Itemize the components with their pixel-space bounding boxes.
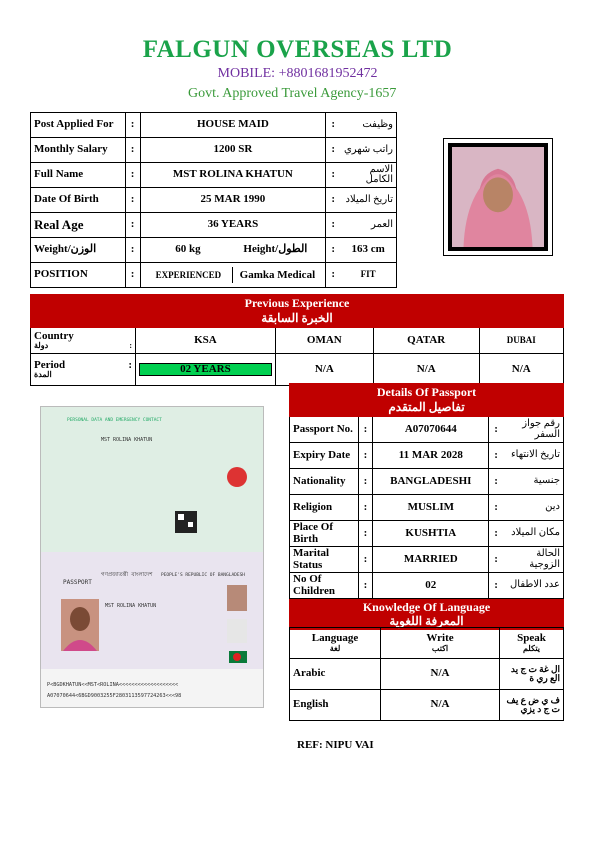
period-qatar: N/A — [373, 354, 479, 386]
speak-col-arabic: يتكلم — [522, 643, 541, 653]
colon: : — [326, 238, 340, 263]
colon: : — [489, 469, 503, 495]
speak-col-label: Speak — [517, 632, 546, 645]
write-col-header — [381, 628, 500, 659]
marital-value: MARRIED — [373, 547, 489, 573]
colon: : — [125, 188, 140, 213]
period-ksa-cell — [136, 354, 276, 386]
name-label: Full Name — [31, 163, 126, 188]
language-col-label: Language — [311, 632, 359, 645]
passport-row — [290, 417, 564, 443]
country-oman: OMAN — [275, 328, 373, 354]
write-col-label: Write — [426, 632, 454, 645]
passport-row — [290, 443, 564, 469]
write-col-arabic: اكتب — [431, 643, 449, 653]
gamka-value: FIT — [340, 263, 396, 288]
religion-value: MUSLIM — [373, 495, 489, 521]
language-title: Knowledge Of Language — [362, 599, 491, 614]
english-write: N/A — [381, 690, 500, 721]
religion-arabic: دين — [503, 495, 564, 521]
height-value: 163 cm — [340, 238, 396, 263]
colon: : — [358, 573, 373, 599]
country-dubai: DUBAI — [479, 328, 563, 354]
scan-country: PEOPLE'S REPUBLIC OF BANGLADESH — [161, 573, 245, 578]
colon: : — [489, 573, 503, 599]
position-gamka-cell — [140, 263, 326, 288]
english-label: English — [290, 690, 381, 721]
passport-scan-image — [40, 406, 264, 708]
info-row-name — [31, 163, 397, 188]
period-label-arabic: المدة — [34, 370, 52, 380]
language-col-header — [290, 628, 381, 659]
period-label: Period : — [34, 358, 132, 371]
applicant-info-table — [30, 112, 397, 288]
height-label: Height/الطول — [243, 243, 308, 256]
country-qatar: QATAR — [373, 328, 479, 354]
country-label: Country — [34, 329, 74, 342]
govt-approval-line: Govt. Approved Travel Agency-1657 — [188, 86, 397, 101]
passport-no-value: A07070644 — [373, 417, 489, 443]
language-row-arabic — [290, 659, 564, 690]
period-dubai: N/A — [479, 354, 563, 386]
mobile-number: MOBILE: +8801681952472 — [217, 66, 378, 81]
scan-mrz-line-1: P<BGDKHATUN<<MST<ROLINA<<<<<<<<<<<<<<<<<<< — [47, 682, 179, 688]
colon: : — [125, 263, 140, 288]
expiry-value: 11 MAR 2028 — [373, 443, 489, 469]
info-row-age — [31, 213, 397, 238]
colon: : — [358, 495, 373, 521]
period-ksa: 02 YEARS — [139, 363, 272, 377]
passport-row — [290, 573, 564, 599]
passport-row — [290, 547, 564, 573]
age-arabic: العمر — [340, 213, 396, 238]
applicant-photo-frame — [443, 138, 553, 256]
experience-country-row — [31, 328, 564, 354]
age-label: Real Age — [31, 213, 126, 238]
colon: : — [489, 547, 503, 573]
colon: : — [489, 417, 503, 443]
country-label-cell — [31, 328, 136, 354]
country-label-arabic: دولة : — [34, 341, 132, 351]
info-row-post — [31, 113, 397, 138]
children-label: No Of Children — [290, 573, 359, 599]
language-header-row — [290, 628, 564, 659]
passport-row — [290, 469, 564, 495]
company-name: FALGUN OVERSEAS LTD — [142, 36, 453, 63]
language-row-english — [290, 690, 564, 721]
colon: : — [326, 113, 340, 138]
gamka-label: Gamka Medical — [239, 269, 316, 281]
language-table — [289, 627, 564, 721]
scan-name: MST ROLINA KHATUN — [105, 603, 157, 609]
passport-title: Details Of Passport — [376, 385, 477, 399]
children-value: 02 — [373, 573, 489, 599]
weight-height-cell — [140, 238, 326, 263]
salary-label: Monthly Salary — [31, 138, 126, 163]
info-row-weight-height — [31, 238, 397, 263]
colon: : — [326, 138, 340, 163]
applicant-photo — [452, 147, 544, 247]
dob-label: Date Of Birth — [31, 188, 126, 213]
colon: : — [489, 521, 503, 547]
scan-title: PERSONAL DATA AND EMERGENCY CONTACT — [67, 418, 162, 423]
passport-title-arabic: تفاصيل المتقدم — [388, 400, 465, 414]
salary-arabic: راتب شهري — [340, 138, 396, 163]
passport-no-arabic: رقم جواز السفر — [503, 417, 564, 443]
religion-label: Religion — [290, 495, 359, 521]
colon: : — [326, 213, 340, 238]
language-col-arabic: لغة — [329, 643, 341, 653]
nationality-value: BANGLADESHI — [373, 469, 489, 495]
birthplace-label: Place Of Birth — [290, 521, 359, 547]
colon: : — [358, 417, 373, 443]
scan-passport-label: PASSPORT — [63, 579, 92, 586]
speak-col-header — [500, 628, 564, 659]
colon: : — [125, 213, 140, 238]
info-row-dob — [31, 188, 397, 213]
experience-title-arabic: الخبرة السابقة — [261, 311, 333, 325]
colon: : — [358, 443, 373, 469]
reference-line: REF: NIPU VAI — [297, 739, 374, 751]
arabic-speak: ال غة ت ج يد الع ري ة — [500, 659, 564, 690]
nationality-arabic: جنسية — [503, 469, 564, 495]
birthplace-arabic: مكان الميلاد — [503, 521, 564, 547]
colon: : — [125, 163, 140, 188]
age-value: 36 YEARS — [140, 213, 326, 238]
photo-border — [448, 143, 548, 251]
passport-row — [290, 495, 564, 521]
colon: : — [125, 138, 140, 163]
post-arabic: وظيفت — [340, 113, 396, 138]
name-value: MST ROLINA KHATUN — [140, 163, 326, 188]
children-arabic: عدد الاطفال — [503, 573, 564, 599]
arabic-write: N/A — [381, 659, 500, 690]
position-label: POSITION — [31, 263, 126, 288]
language-header — [290, 599, 564, 630]
birthplace-value: KUSHTIA — [373, 521, 489, 547]
passport-details-table — [289, 383, 564, 630]
colon: : — [489, 495, 503, 521]
person-silhouette-icon — [452, 147, 544, 247]
dob-value: 25 MAR 1990 — [140, 188, 326, 213]
colon: : — [358, 547, 373, 573]
colon: : — [326, 163, 340, 188]
nationality-label: Nationality — [290, 469, 359, 495]
weight-value: 60 kg — [175, 243, 201, 256]
period-oman: N/A — [275, 354, 373, 386]
colon: : — [358, 521, 373, 547]
position-value: EXPERIENCED — [144, 267, 233, 283]
expiry-arabic: تاريخ الانتهاء — [503, 443, 564, 469]
colon: : — [358, 469, 373, 495]
dob-arabic: تاريخ الميلاد — [340, 188, 396, 213]
passport-scan-graphic — [41, 407, 263, 707]
scan-name-top: MST ROLINA KHATUN — [101, 437, 153, 443]
experience-header — [31, 295, 564, 328]
experience-title: Previous Experience — [244, 296, 350, 310]
info-row-salary — [31, 138, 397, 163]
passport-row — [290, 521, 564, 547]
colon: : — [125, 113, 140, 138]
marital-arabic: الحالة الزوجية — [503, 547, 564, 573]
marital-label: Marital Status — [290, 547, 359, 573]
scan-mrz-line-2: A07070644<6BGD9003255F2803113597724263<<<98 — [47, 693, 182, 699]
passport-no-label: Passport No. — [290, 417, 359, 443]
experience-period-row — [31, 354, 564, 386]
country-ksa: KSA — [136, 328, 276, 354]
scan-country-bengali: গণপ্রজাতন্ত্রী বাংলাদেশ — [101, 572, 153, 578]
expiry-label: Expiry Date — [290, 443, 359, 469]
colon: : — [326, 188, 340, 213]
weight-label: Weight/الوزن — [31, 238, 126, 263]
language-title-arabic: المعرفة اللغوية — [389, 614, 464, 628]
period-label-cell — [31, 354, 136, 386]
salary-value: 1200 SR — [140, 138, 326, 163]
passport-header — [290, 384, 564, 417]
colon: : — [489, 443, 503, 469]
name-arabic: الاسم الكامل — [340, 163, 396, 188]
arabic-label: Arabic — [290, 659, 381, 690]
info-row-position — [31, 263, 397, 288]
previous-experience-table — [30, 294, 564, 386]
post-value: HOUSE MAID — [140, 113, 326, 138]
colon: : — [125, 238, 140, 263]
post-label: Post Applied For — [31, 113, 126, 138]
colon: : — [326, 263, 340, 288]
english-speak: ف ي ض ع يف ت ج د يزي — [500, 690, 564, 721]
